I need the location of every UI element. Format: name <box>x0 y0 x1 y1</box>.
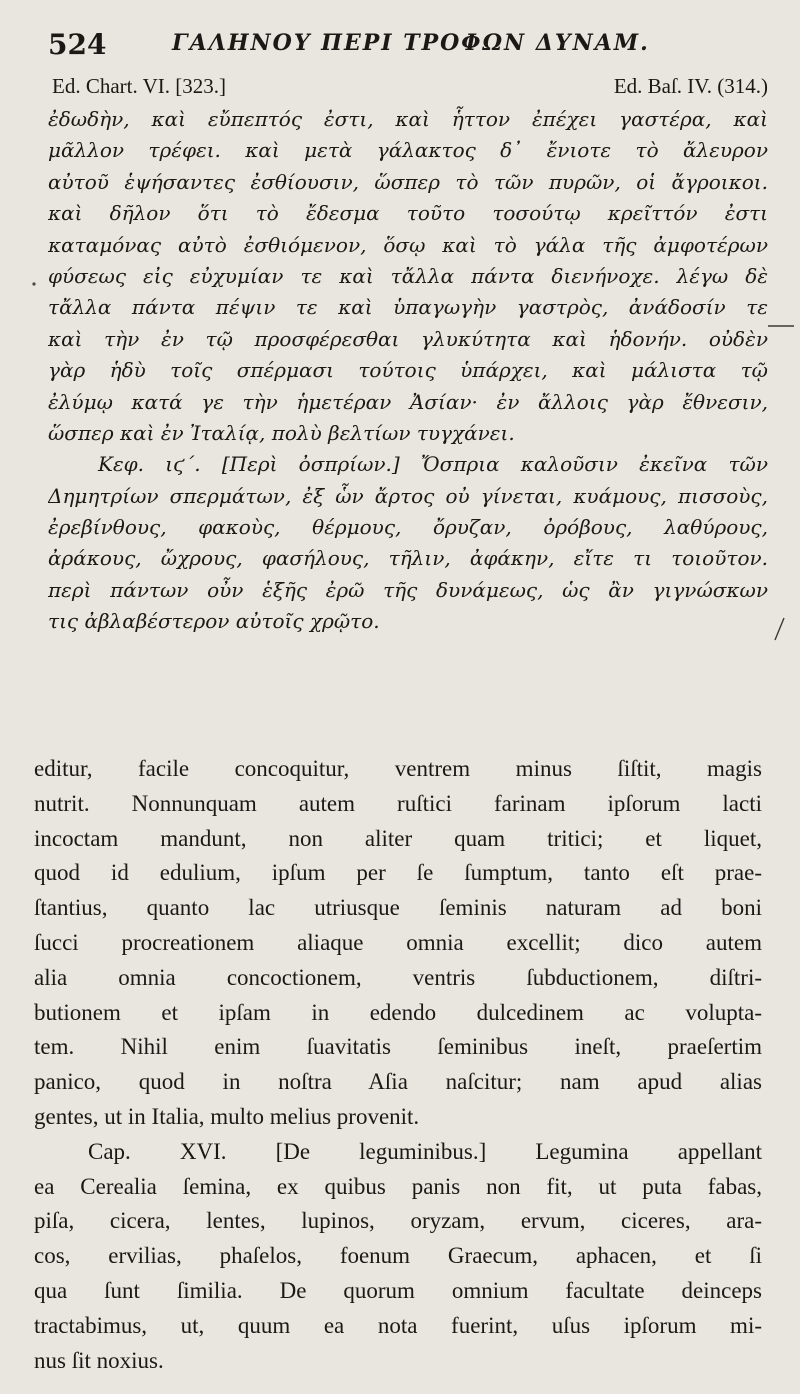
latin-line: ſucci procreationem aliaque omnia excellit; dico autem <box>34 929 762 955</box>
greek-line: καὶ δῆλον ὅτι τὸ ἔδεσμα τοῦτο τοσούτῳ κρεῖττόν ἐστι <box>48 201 768 226</box>
greek-chapter-heading-line: Κεφ. ιϛ΄. [Περὶ ὀσπρίων.] Ὄσπρια καλοῦσιν ἐκεῖνα τῶν <box>98 452 768 477</box>
margin-stroke-mark <box>768 322 794 330</box>
greek-line: ἐλύμῳ κατά γε τὴν ἡμετέραν Ἀσίαν· ἐν ἄλλοις γὰρ ἔθνεσιν, <box>48 389 768 414</box>
edition-basel: Ed. Baſ. IV. (314.) <box>613 74 768 98</box>
latin-line: alia omnia concoctionem, ventris ſubductionem, diſtri- <box>34 964 762 990</box>
margin-slash-mark <box>772 616 786 642</box>
greek-line: ἐρεβίνθους, φακοὺς, θέρμους, ὄρυζαν, ὀρόβους, λαθύρους, <box>48 515 768 540</box>
running-head <box>48 28 768 64</box>
greek-line: τις ἀβλαβέστερον αὐτοῖς χρῷτο. <box>48 609 380 634</box>
greek-line: περὶ πάντων οὖν ἑξῆς ἐρῶ τῆς δυνάμεως, ὡς ἂν γιγνώσκων <box>48 577 768 602</box>
greek-line: καὶ τὴν ἐν τῷ προσφέρεσθαι γλυκύτητα καὶ ἡδονήν. οὐδὲν <box>48 326 768 351</box>
latin-line: qua ſunt ſimilia. De quorum omnium facultate deinceps <box>34 1277 762 1303</box>
latin-chapter-heading-line: Cap. XVI. [De leguminibus.] Legumina appellant <box>88 1138 762 1164</box>
greek-line: καταμόνας αὐτὸ ἐσθιόμενον, ὅσῳ καὶ τὸ γάλα τῆς ἀμφοτέρων <box>48 232 768 257</box>
greek-line: αὐτοῦ ἑψήσαντες ἐσθίουσιν, ὥσπερ τὸ τῶν πυρῶν, οἱ ἄγροικοι. <box>48 169 768 194</box>
latin-line: butionem et ipſam in edendo dulcedinem ac volupta- <box>34 999 762 1025</box>
edition-references <box>52 74 768 102</box>
latin-line: ſtantius, quanto lac utriusque ſeminis naturam ad boni <box>34 895 762 921</box>
latin-line: nus ſit noxius. <box>34 1347 164 1373</box>
latin-line: tem. Nihil enim ſuavitatis ſeminibus ineſt, praeſertim <box>34 1034 762 1060</box>
greek-line: τἄλλα πάντα πέψιν τε καὶ ὑπαγωγὴν γαστρὸς, ἀνάδοσίν τε <box>48 295 768 320</box>
greek-line: Δημητρίων σπερμάτων, ἐξ ὧν ἄρτος οὐ γίνεται, κυάμους, πισσοὺς, <box>48 483 768 508</box>
latin-line: panico, quod in noſtra Aſia naſcitur; nam apud alias <box>34 1069 762 1095</box>
greek-line: γὰρ ἡδὺ τοῖς σπέρμασι τούτοις ὑπάρχει, καὶ μάλιστα τῷ <box>48 358 768 383</box>
greek-line: μᾶλλον τρέφει. καὶ μετὰ γάλακτος δ᾽ ἔνιοτε τὸ ἄλευρον <box>48 138 768 163</box>
greek-line: ἐδωδὴν, καὶ εὔπεπτός ἐστι, καὶ ἧττον ἐπέχει γαστέρα, καὶ <box>48 107 768 131</box>
greek-text-block <box>48 104 768 638</box>
latin-line: editur, facile concoquitur, ventrem minus ſiſtit, magis <box>34 756 762 781</box>
latin-line: incoctam mandunt, non aliter quam tritici; et liquet, <box>34 825 762 851</box>
latin-line: gentes, ut in Italia, multo melius provenit. <box>34 1103 420 1129</box>
latin-line: cos, ervilias, phaſelos, foenum Graecum, aphacen, et ſi <box>34 1243 762 1269</box>
latin-text-block <box>34 752 762 1378</box>
edition-chartier: Ed. Chart. VI. [323.] <box>52 74 226 98</box>
latin-line: piſa, cicera, lentes, lupinos, oryzam, ervum, ciceres, ara- <box>34 1208 762 1234</box>
running-title: ΓΑΛΗΝΟΥ ΠΕΡΙ ΤΡΟΦΩΝ ΔΥΝΑΜ. <box>172 30 650 56</box>
greek-line: ὥσπερ καὶ ἐν Ἰταλίᾳ, πολὺ βελτίων τυγχάνει. <box>48 420 515 445</box>
latin-line: ea Cerealia ſemina, ex quibus panis non fit, ut puta fabas, <box>34 1173 762 1199</box>
margin-dot-mark <box>30 280 38 288</box>
latin-line: nutrit. Nonnunquam autem ruſtici farinam ipſorum lacti <box>34 790 762 816</box>
page-number: 524 <box>48 28 107 61</box>
latin-line: tractabimus, ut, quum ea nota fuerint, uſus ipſorum mi- <box>34 1312 762 1338</box>
greek-line: ἀράκους, ὤχρους, φασήλους, τῆλιν, ἀφάκην, εἴτε τι τοιοῦτον. <box>48 546 768 571</box>
greek-line: φύσεως εἰς εὐχυμίαν τε καὶ τἄλλα πάντα διενήνοχε. λέγω δὲ <box>48 263 768 288</box>
latin-line: quod id edulium, ipſum per ſe ſumptum, tanto eſt prae- <box>34 860 762 886</box>
